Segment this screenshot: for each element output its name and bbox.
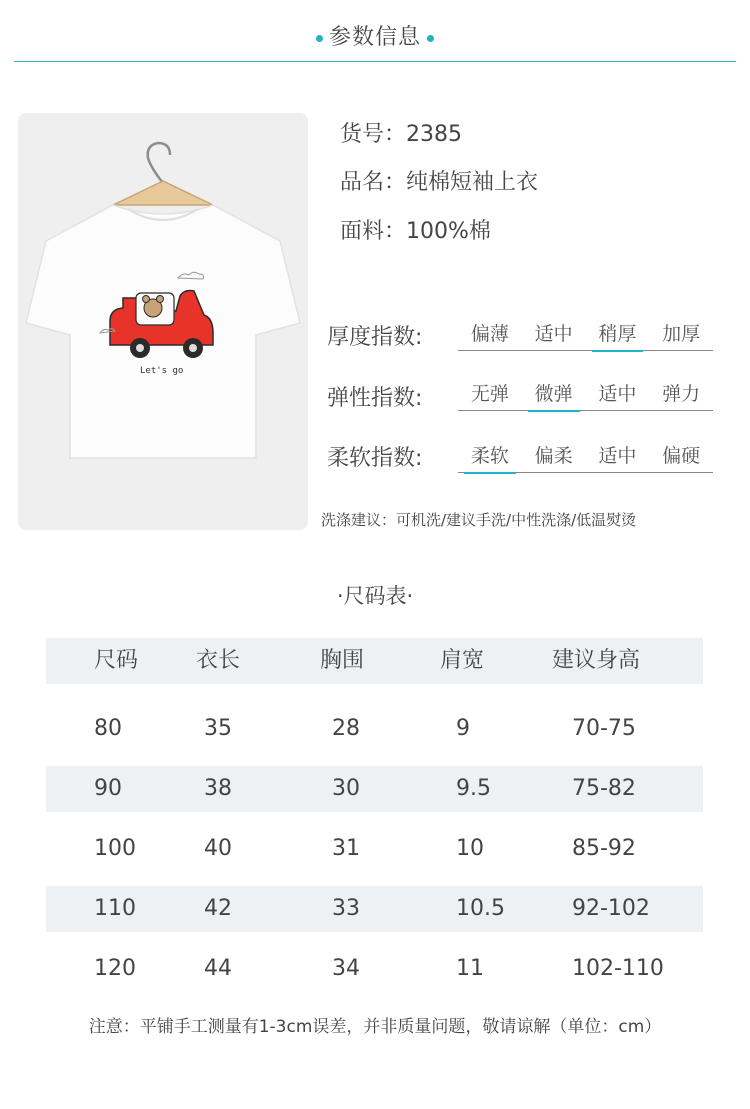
softness-option: 适中 — [598, 445, 637, 467]
cell-size: 90 — [94, 776, 122, 801]
cell-chest: 28 — [332, 716, 360, 741]
size-table-title: ·尺码表· — [336, 584, 414, 608]
cell-shoulder: 9.5 — [456, 776, 491, 801]
cell-chest: 34 — [332, 956, 360, 981]
cell-shoulder: 10.5 — [456, 896, 505, 921]
measurement-note: 注意：平铺手工测量有1-3cm误差，并非质量问题，敬请谅解（单位：cm） — [88, 1017, 662, 1037]
softness-option: 偏硬 — [662, 445, 701, 467]
table-row — [46, 886, 703, 932]
section-title: 参数信息 — [328, 25, 421, 50]
bear-ear-left — [143, 296, 150, 303]
hanger-body — [113, 181, 213, 205]
tshirt-illustration — [18, 113, 308, 530]
thickness-option: 加厚 — [662, 323, 701, 345]
elasticity-option: 弹力 — [662, 383, 701, 405]
car-hubcap-front — [136, 344, 144, 352]
elasticity-label: 弹性指数: — [327, 386, 423, 411]
elasticity-scale — [458, 380, 713, 411]
cell-height: 92-102 — [572, 896, 650, 921]
thickness-option: 适中 — [534, 323, 573, 345]
thickness-scale — [458, 320, 713, 351]
header-divider — [14, 61, 736, 62]
header-length: 衣长 — [196, 648, 241, 673]
cell-height: 75-82 — [572, 776, 636, 801]
cell-height: 85-92 — [572, 836, 636, 861]
product-photo — [18, 113, 308, 530]
header-size: 尺码 — [94, 648, 139, 673]
softness-scale — [458, 442, 713, 473]
car-hubcap-rear — [189, 344, 197, 352]
table-row — [46, 826, 703, 872]
thickness-option: 偏薄 — [470, 323, 509, 345]
table-header-row — [46, 638, 703, 684]
cell-length: 38 — [204, 776, 232, 801]
header-height: 建议身高 — [552, 648, 641, 673]
info-fabric: 面料：100%棉 — [340, 219, 491, 244]
size-table — [46, 638, 703, 992]
thickness-label: 厚度指数: — [327, 325, 423, 350]
softness-option-selected: 柔软 — [458, 442, 522, 472]
cell-chest: 31 — [332, 836, 360, 861]
cell-chest: 33 — [332, 896, 360, 921]
softness-label: 柔软指数: — [327, 446, 423, 471]
header-dot-left — [316, 35, 323, 42]
wash-advice: 洗涤建议：可机洗/建议手洗/中性洗涤/低温熨烫 — [321, 511, 637, 529]
softness-option: 偏柔 — [534, 445, 573, 467]
cell-size: 120 — [94, 956, 136, 981]
info-item-no: 货号：2385 — [340, 122, 462, 147]
cell-height: 102-110 — [572, 956, 664, 981]
cell-shoulder: 9 — [456, 716, 470, 741]
cell-chest: 30 — [332, 776, 360, 801]
cell-shoulder: 10 — [456, 836, 484, 861]
table-row — [46, 706, 703, 752]
bear-ear-right — [157, 296, 164, 303]
header-shoulder: 肩宽 — [440, 648, 485, 673]
cell-size: 100 — [94, 836, 136, 861]
elasticity-option: 无弹 — [470, 383, 509, 405]
table-row — [46, 766, 703, 812]
hanger-hook — [148, 143, 170, 183]
cell-height: 70-75 — [572, 716, 636, 741]
thickness-option-selected: 稍厚 — [586, 320, 650, 350]
shirt-print-text: Let's go — [140, 366, 184, 376]
cell-size: 110 — [94, 896, 136, 921]
cell-size: 80 — [94, 716, 122, 741]
header-dot-right — [427, 35, 434, 42]
header-chest: 胸围 — [320, 648, 365, 673]
table-row — [46, 946, 703, 992]
elasticity-option: 适中 — [598, 383, 637, 405]
cell-length: 42 — [204, 896, 232, 921]
cell-length: 40 — [204, 836, 232, 861]
section-header — [0, 18, 750, 58]
cell-length: 44 — [204, 956, 232, 981]
info-product-name: 品名：纯棉短袖上衣 — [340, 170, 539, 195]
cell-length: 35 — [204, 716, 232, 741]
elasticity-option-selected: 微弹 — [522, 380, 586, 410]
cell-shoulder: 11 — [456, 956, 484, 981]
